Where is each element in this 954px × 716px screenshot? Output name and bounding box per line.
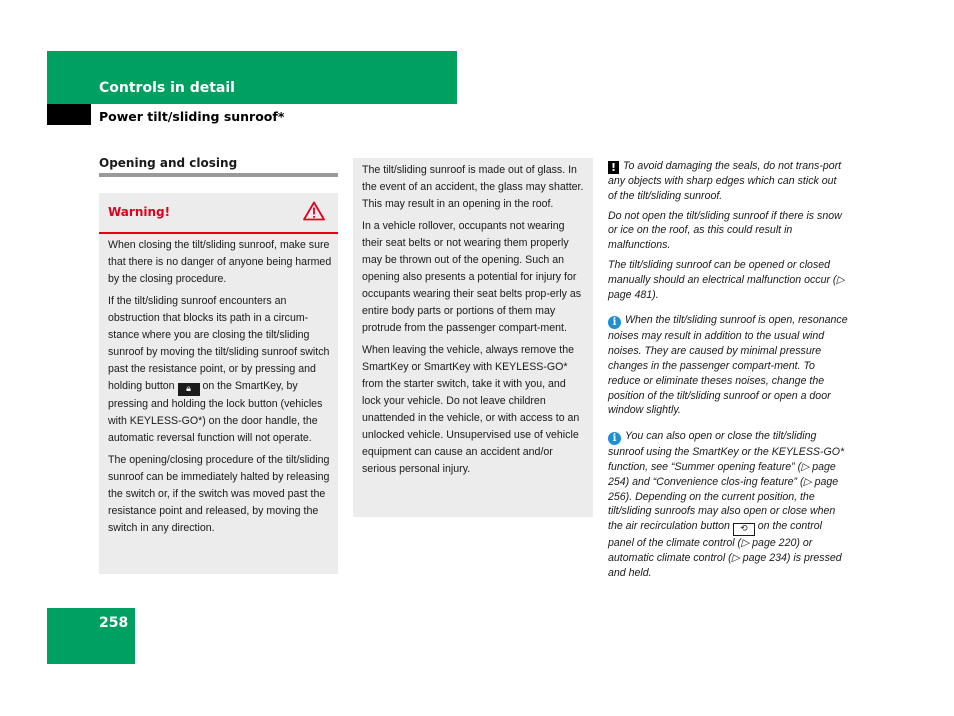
- info-text: You can also open or close the tilt/sliding sunroof using the SmartKey or the KEYLESS-GO* function, see “Summer opening feature” (▷ page 254) and “Convenience clos-ing feature” (▷ page 256). Depending on the current position, the tilt/sliding sunroofs may also open or close when the air recirculation button: [608, 430, 845, 533]
- warning-triangle-icon: [303, 201, 325, 221]
- page-number: 258: [99, 615, 129, 631]
- warning-label: Warning!: [108, 205, 171, 219]
- safety-info-body: [362, 162, 586, 483]
- warning-paragraph: The opening/closing procedure of the tilt/sliding sunroof can be immediately halted by releasing the switch or, if the switch was moved past the resistance point and released, by moving the switch in any direction.: [108, 454, 330, 534]
- info-text: on the control panel of the climate control (▷ page 220) or automatic climate control (▷ page 234) is pressed and held.: [608, 520, 842, 579]
- caution-note: The tilt/sliding sunroof can be opened or closed manually should an electrical malfunction occur (▷ page 481).: [608, 258, 845, 301]
- warning-text: If the tilt/sliding sunroof encounters an obstruction that blocks its path in a circum-stance where you are closing the tilt/sliding sunroof by moving the tilt/sliding sunroof switch past the resistance point, or by pressing and holding button: [108, 295, 330, 392]
- safety-paragraph: The tilt/sliding sunroof is made out of glass. In the event of an accident, the glass may shatter. This may result in an opening in the roof.: [362, 164, 584, 210]
- safety-paragraph: When leaving the vehicle, always remove the SmartKey or SmartKey with KEYLESS-GO* from the starter switch, take it with you, and lock your vehicle. Do not leave children unattended in the vehicle, or with access to an unlocked vehicle. Unsupervised use of vehicle equipment can cause an accident and/or serious personal injury.: [362, 344, 580, 475]
- info-note: [608, 429, 848, 580]
- header-bar: [47, 51, 457, 104]
- info-text: When the tilt/sliding sunroof is open, resonance noises may result in addition to the usual wind noises. They are caused by minimal pressure changes in the passenger compart-ment. To reduce or eliminate theses noises, change the position of the tilt/sliding sunroof or open a door window slightly.: [608, 314, 848, 417]
- safety-paragraph: In a vehicle rollover, occupants not wearing their seat belts or not wearing them properly may be thrown out of the opening. Such an opening also presents a potential for injury for occupants wearing their seat belts prop-erly as entire body parts or portions of them may protrude from the passenger compart-ment.: [362, 220, 582, 334]
- warning-body: [108, 237, 332, 542]
- section-title: Controls in detail: [99, 80, 235, 96]
- warning-box: [99, 193, 338, 574]
- warning-paragraph: [108, 293, 332, 447]
- warning-header: [99, 193, 338, 234]
- info-icon: i: [608, 432, 621, 445]
- safety-info-box: [353, 158, 593, 517]
- section-heading: Opening and closing: [99, 156, 238, 170]
- info-icon: i: [608, 316, 621, 329]
- subtitle-marker: [47, 104, 91, 125]
- caution-note: Do not open the tilt/sliding sunroof if there is snow or ice on the roof, as this could result in malfunctions.: [608, 209, 842, 252]
- heading-rule: [99, 173, 338, 177]
- page-subtitle: Power tilt/sliding sunroof*: [99, 109, 285, 124]
- info-note: [608, 313, 848, 418]
- caution-note: [608, 159, 848, 204]
- notes-column: [608, 159, 848, 586]
- warning-paragraph: When closing the tilt/sliding sunroof, make sure that there is no danger of anyone being harmed by the closing procedure.: [108, 239, 332, 285]
- exclamation-icon: !: [608, 161, 619, 174]
- air-recirculation-button-icon: ⟲: [733, 523, 755, 536]
- warning-text: on the SmartKey, by pressing and holding the lock button (vehicles with KEYLESS-GO*) on the door handle, the automatic reversal function will not operate.: [108, 380, 323, 444]
- caution-text: To avoid damaging the seals, do not trans-port any objects with sharp edges which can stick out of the tilt/sliding sunroof.: [608, 160, 842, 202]
- smartkey-lock-button-icon: 🔒︎: [178, 383, 200, 396]
